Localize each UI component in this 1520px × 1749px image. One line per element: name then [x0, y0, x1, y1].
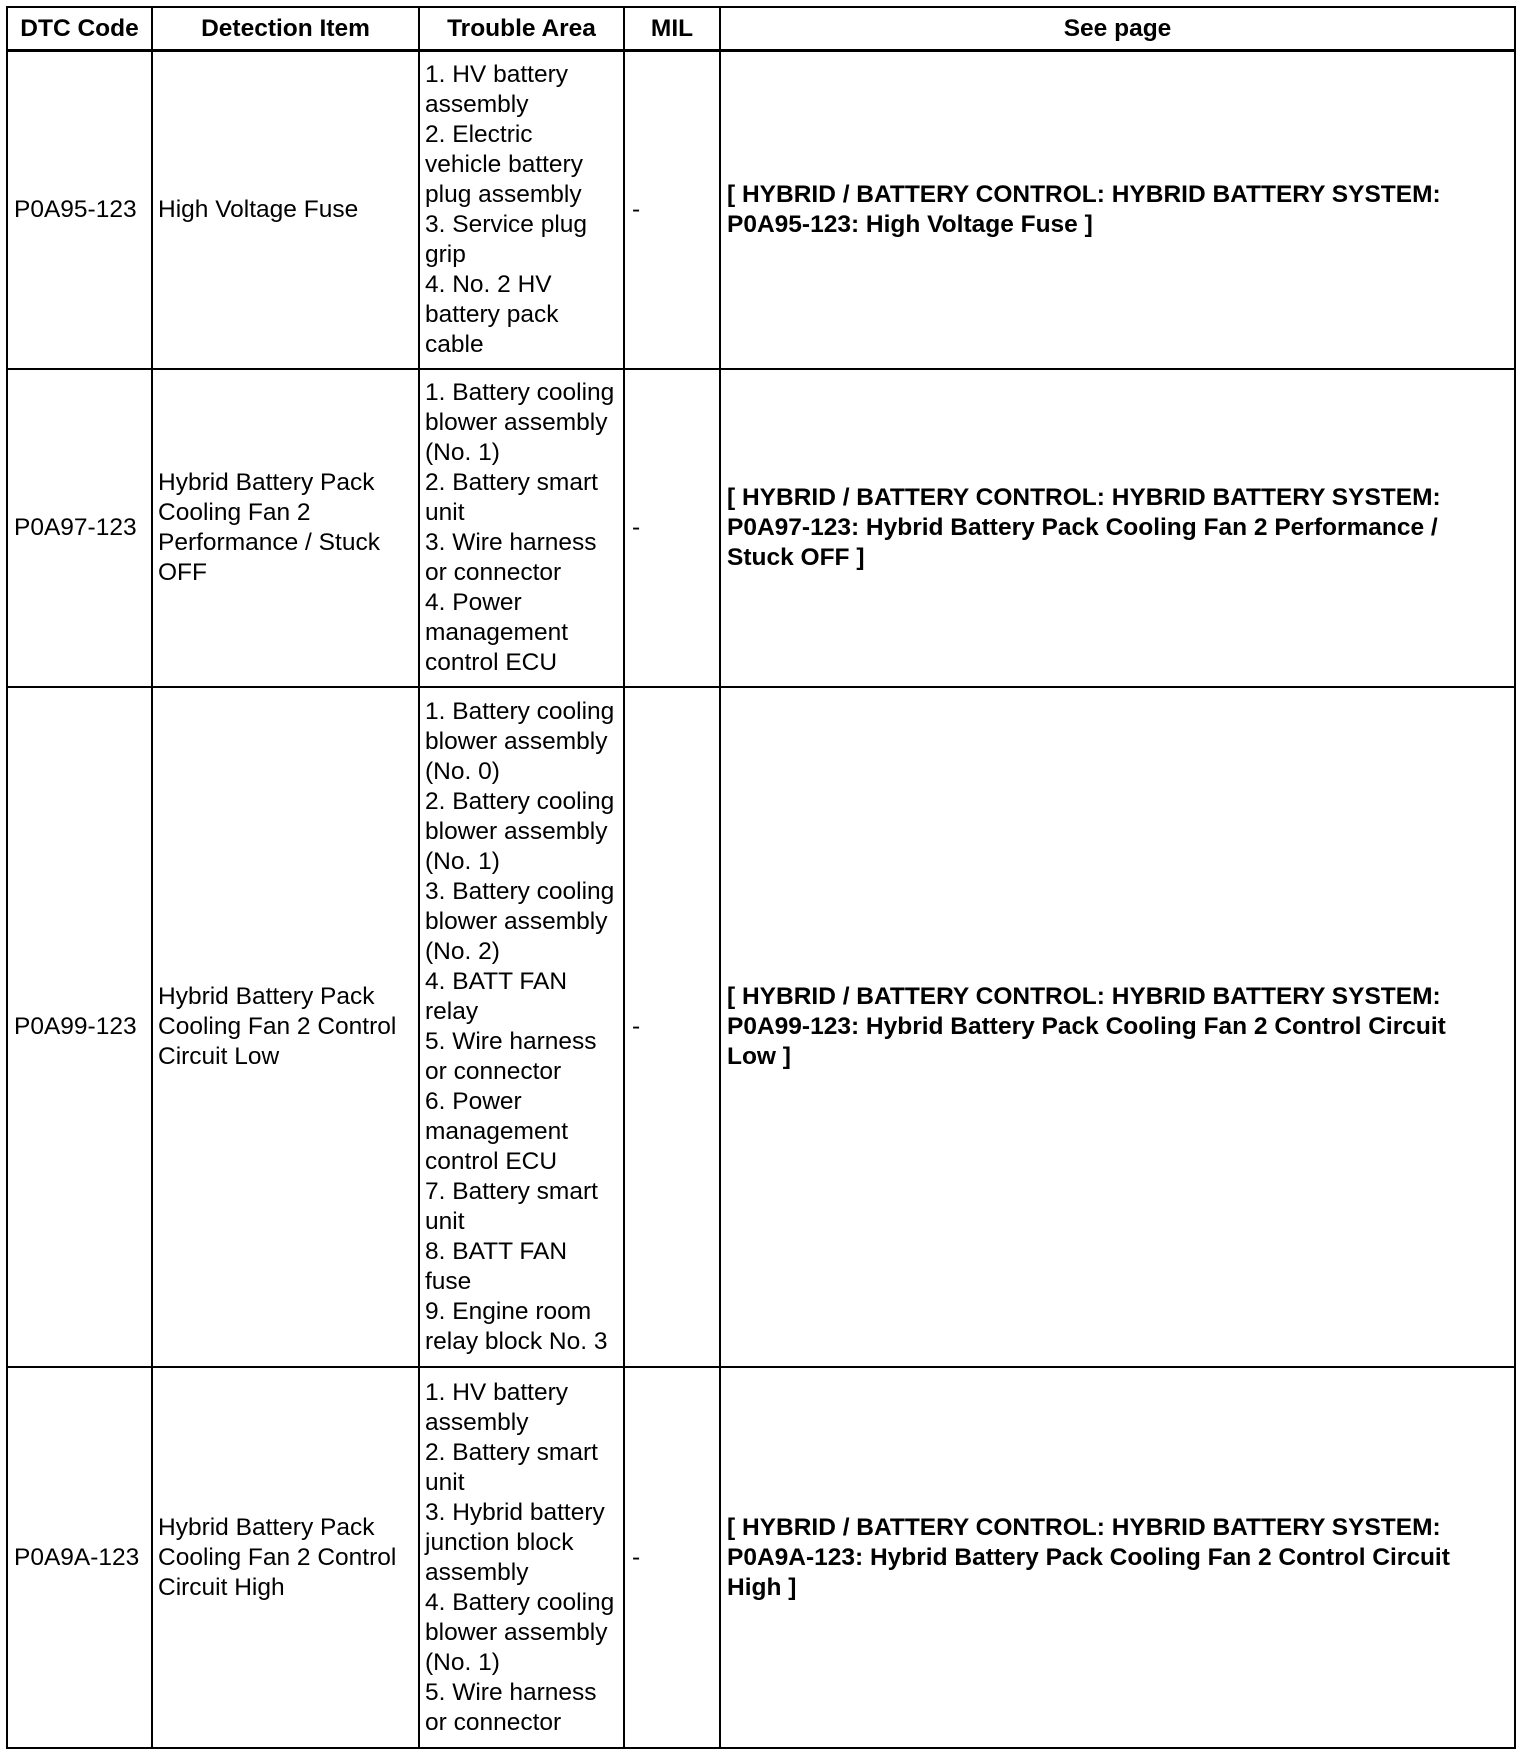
see-page-link[interactable]: [ HYBRID / BATTERY CONTROL: HYBRID BATTERY SYSTEM: P0A9A-123: Hybrid Battery Pack Cooling Fan 2 Control Circuit High ]: [720, 1367, 1515, 1748]
trouble-area-cell: 1. Battery cooling blower assembly (No. 0) 2. Battery cooling blower assembly (No. 1) 3. Battery cooling blower assembly (No. 2) 4. BATT FAN relay 5. Wire harness or connector 6. Power management control ECU 7. Battery smart unit 8. BATT FAN fuse 9. Engine room relay block No. 3: [419, 687, 624, 1367]
detection-item-cell: Hybrid Battery Pack Cooling Fan 2 Control Circuit High: [152, 1367, 419, 1748]
mil-cell: -: [624, 369, 720, 687]
detection-item-cell: Hybrid Battery Pack Cooling Fan 2 Performance / Stuck OFF: [152, 369, 419, 687]
dtc-table: [6, 6, 1516, 1749]
mil-cell: -: [624, 687, 720, 1367]
dtc-code-cell: P0A99-123: [7, 687, 152, 1367]
see-page-link[interactable]: [ HYBRID / BATTERY CONTROL: HYBRID BATTERY SYSTEM: P0A97-123: Hybrid Battery Pack Cooling Fan 2 Performance / Stuck OFF ]: [720, 369, 1515, 687]
header-detection-item: Detection Item: [152, 7, 419, 51]
mil-cell: -: [624, 51, 720, 370]
mil-cell: -: [624, 1367, 720, 1748]
table-row: [7, 369, 1515, 687]
dtc-code-cell: P0A9A-123: [7, 1367, 152, 1748]
dtc-code-cell: P0A97-123: [7, 369, 152, 687]
trouble-area-cell: 1. HV battery assembly 2. Electric vehicle battery plug assembly 3. Service plug grip 4. No. 2 HV battery pack cable: [419, 51, 624, 370]
trouble-area-cell: 1. HV battery assembly 2. Battery smart unit 3. Hybrid battery junction block assembly 4. Battery cooling blower assembly (No. 1) 5. Wire harness or connector: [419, 1367, 624, 1748]
see-page-link[interactable]: [ HYBRID / BATTERY CONTROL: HYBRID BATTERY SYSTEM: P0A95-123: High Voltage Fuse ]: [720, 51, 1515, 370]
table-row: [7, 51, 1515, 370]
header-trouble-area: Trouble Area: [419, 7, 624, 51]
header-mil: MIL: [624, 7, 720, 51]
table-row: [7, 1367, 1515, 1748]
dtc-code-cell: P0A95-123: [7, 51, 152, 370]
detection-item-cell: Hybrid Battery Pack Cooling Fan 2 Control Circuit Low: [152, 687, 419, 1367]
header-row: [7, 7, 1515, 51]
table-header: [7, 7, 1515, 51]
header-dtc-code: DTC Code: [7, 7, 152, 51]
header-see-page: See page: [720, 7, 1515, 51]
table-body: [7, 51, 1515, 1749]
trouble-area-cell: 1. Battery cooling blower assembly (No. 1) 2. Battery smart unit 3. Wire harness or connector 4. Power management control ECU: [419, 369, 624, 687]
table-row: [7, 687, 1515, 1367]
detection-item-cell: High Voltage Fuse: [152, 51, 419, 370]
see-page-link[interactable]: [ HYBRID / BATTERY CONTROL: HYBRID BATTERY SYSTEM: P0A99-123: Hybrid Battery Pack Cooling Fan 2 Control Circuit Low ]: [720, 687, 1515, 1367]
